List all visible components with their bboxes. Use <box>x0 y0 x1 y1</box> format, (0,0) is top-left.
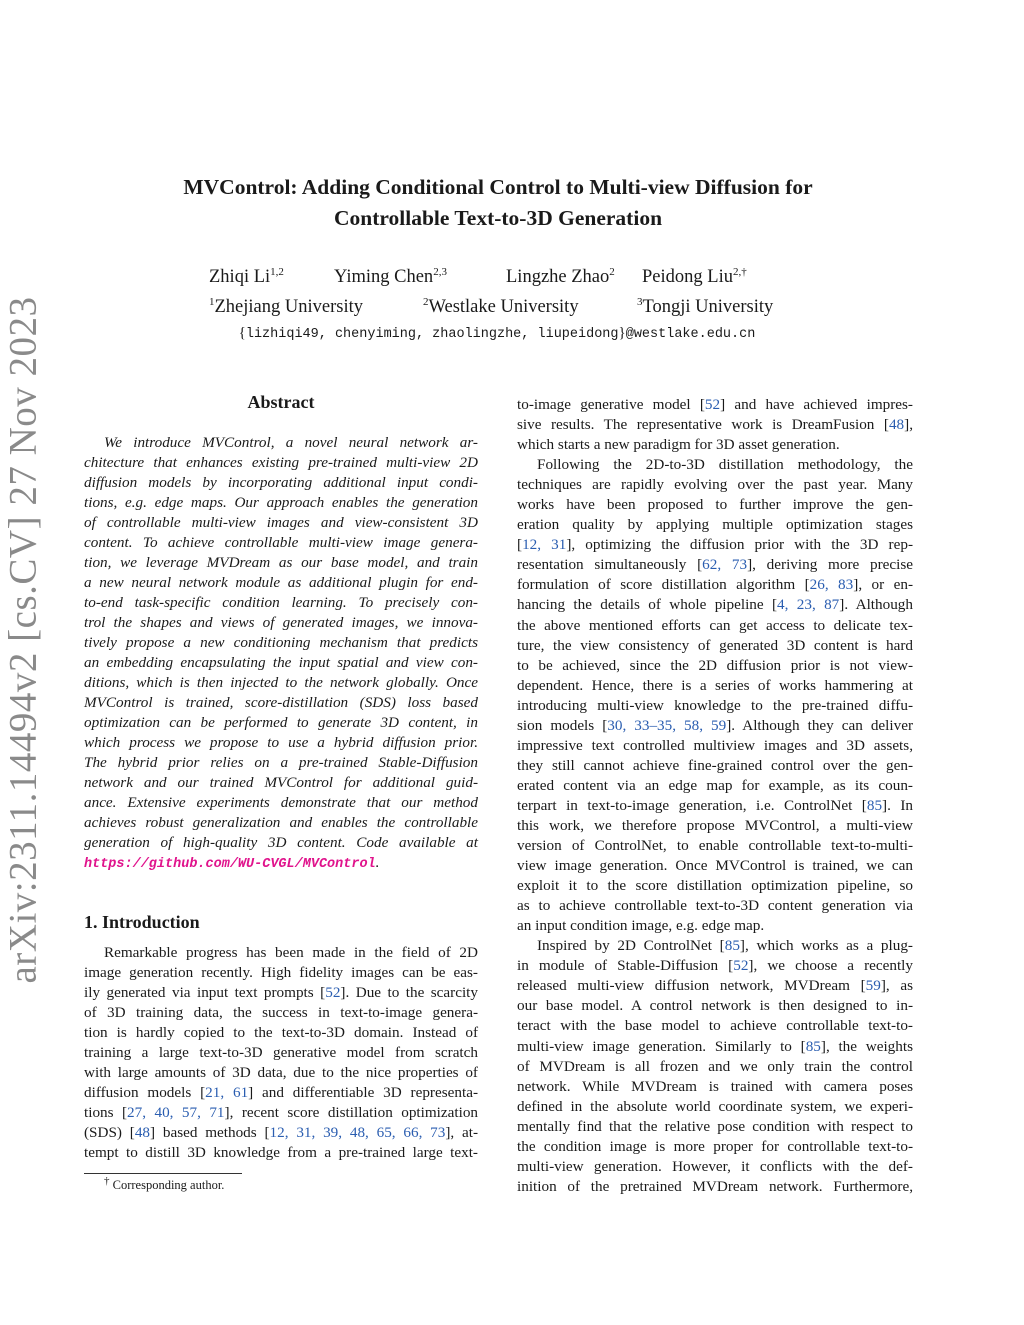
intro-right-line: eration quality by applying multiple optimization stages <box>517 516 913 534</box>
intro-right-line: inition of the pretrained MVDream network. Furthermore, <box>517 1177 913 1195</box>
abstract-line: tively propose a new conditioning mechanism that predicts <box>84 634 478 651</box>
citation-link[interactable]: 52 <box>733 957 749 975</box>
abstract-line: ance. Extensive experiments demonstrate that our method <box>84 794 478 811</box>
citation-link[interactable]: 4, 23, 87 <box>777 596 840 614</box>
intro-left-line: training a large text-to-3D generative model from scratch <box>84 1044 478 1062</box>
citation-link[interactable]: 26, 83 <box>809 576 854 594</box>
citation-link[interactable]: 59 <box>865 977 881 995</box>
intro-right-line: as to achieve controllable text-to-3D content generation via <box>517 897 913 915</box>
intro-right-line: our base model. A control network is then designed to in- <box>517 997 913 1015</box>
intro-right-line: impressive text controlled multiview images and 3D assets, <box>517 736 913 754</box>
footnote: † Corresponding author. <box>104 1174 225 1192</box>
author-4: Peidong Liu$^{2,\dagger}$ <box>642 265 747 287</box>
author-3: Lingzhe Zhao$^2$ <box>506 265 615 287</box>
citation-link[interactable]: 27, 40, 57, 71 <box>127 1104 225 1122</box>
abstract-line: optimization can be performed to generate 3D content, in <box>84 714 478 731</box>
citation-link[interactable]: 85 <box>866 796 883 814</box>
intro-left-line: tions [27, 40, 57, 71], recent score distillation optimization <box>84 1104 479 1122</box>
intro-right-line: mentally find that the relative pose condition with respect to <box>517 1117 913 1135</box>
abstract-line: diffusion models by incorporating additional input condi- <box>84 474 478 491</box>
author-emails: {lizhiqi49, chenyiming, zhaolingzhe, liupeidong}@westlake.edu.cn <box>238 325 756 342</box>
abstract-code-line: https://github.com/WU-CVGL/MVControl. <box>84 854 380 872</box>
footnote-divider <box>84 1173 242 1174</box>
title-line-1: MVControl: Adding Conditional Control to Multi-view Diffusion for <box>183 175 813 199</box>
citation-link[interactable]: 85 <box>724 937 740 955</box>
intro-right-line: the above mentioned efforts can get access to delicate tex- <box>517 616 913 634</box>
citation-link[interactable]: 48 <box>888 416 905 434</box>
intro-right-line: of MVDream is all frozen and we only train the control <box>517 1057 913 1075</box>
abstract-line: of controllable multi-view images and view-consistent 3D <box>84 514 478 531</box>
intro-right-line: multi-view generation. However, it conflicts with the def- <box>517 1157 913 1175</box>
author-1: Zhiqi Li$^{1,2}$ <box>209 265 284 287</box>
intro-right-line: multi-view image generation. Similarly to [85], the weights <box>517 1037 913 1055</box>
abstract-line: to-end task-specific condition learning. To precisely con- <box>84 594 478 611</box>
intro-right-line: to-image generative model [52] and have achieved impres- <box>517 396 913 413</box>
citation-link[interactable]: 85 <box>805 1037 821 1055</box>
intro-right-line: the condition image is more proper for controllable text-to- <box>517 1137 913 1155</box>
code-repository-link[interactable]: https://github.com/WU-CVGL/MVControl <box>84 857 376 872</box>
citation-link[interactable]: 52 <box>704 396 721 413</box>
citation-link[interactable]: 12, 31, 39, 48, 65, 66, 73 <box>269 1124 446 1142</box>
intro-right-line: defined in the absolute world coordinate system, we experi- <box>517 1097 913 1115</box>
intro-right-line: techniques are rapidly evolving over the past year. Many <box>517 476 913 494</box>
abstract-line: tion, we leverage MVDream as our base model, and train <box>84 554 478 571</box>
abstract-body <box>84 433 478 873</box>
intro-right-line: ture, the view consistency of generated 3D content is hard <box>517 636 913 654</box>
intro-right-line: introducing multi-view knowledge to the pre-trained diffu- <box>517 696 913 714</box>
abstract-line: network and our trained MVControl for additional guid- <box>84 774 478 791</box>
intro-right-line: in module of Stable-Diffusion [52], we choose a recently <box>517 957 913 975</box>
abstract-heading: Abstract <box>247 392 315 412</box>
abstract-line: a new neural network module as additional plugin for end- <box>84 574 478 591</box>
intro-left-line: of 3D training data, the success in text-to-image genera- <box>84 1004 478 1022</box>
intro-right-line: to be achieved, since the 2D diffusion prior is not view- <box>517 656 913 674</box>
intro-right-line: an input condition image, e.g. edge map. <box>517 917 765 935</box>
arxiv-stamp-text: arXiv:2311.14494v2 [cs.CV] 27 Nov 2023 <box>1 296 45 984</box>
citation-link[interactable]: 12, 31 <box>522 536 567 554</box>
introduction-right-column <box>517 395 913 1197</box>
intro-right-line: view image generation. Once MVControl is trained, we can <box>517 857 913 875</box>
intro-left-line: (SDS) [48] based methods [12, 31, 39, 48, 65, 66, 73], at- <box>84 1124 479 1142</box>
abstract-line: The hybrid prior relies on a pre-trained Stable-Diffusion <box>84 754 478 771</box>
intro-right-line: Inspired by 2D ControlNet [85], which works as a plug- <box>537 937 913 955</box>
intro-right-line: teract with the base model to achieve controllable text-to- <box>517 1017 913 1035</box>
intro-right-line: released multi-view diffusion network, MVDream [59], as <box>517 977 914 995</box>
intro-right-line: sive results. The representative work is DreamFusion [48], <box>517 416 913 434</box>
abstract-line: trol the shapes and views of generated images, we innova- <box>84 614 478 631</box>
affiliation-3: $^3$Tongji University <box>637 295 774 317</box>
intro-right-line: network. While MVDream is trained with camera poses <box>517 1077 913 1095</box>
citation-link[interactable]: 48 <box>134 1124 151 1142</box>
citation-link[interactable]: 62, 73 <box>702 556 748 574</box>
citation-link[interactable]: 30, 33–35, 58, 59 <box>607 716 727 734</box>
intro-left-line: diffusion models [21, 61] and differentiable 3D representa- <box>84 1084 478 1102</box>
abstract-line: which process we propose to use a hybrid diffusion prior. <box>84 734 478 751</box>
intro-right-line: terpart in text-to-image generation, i.e. ControlNet [85]. In <box>517 796 913 814</box>
affiliation-1: $^1$Zhejiang University <box>209 295 363 317</box>
intro-left-line: with large amounts of 3D data, due to the nice properties of <box>84 1064 478 1082</box>
intro-right-line: works have been proposed to further improve the gen- <box>517 496 913 514</box>
intro-right-line: sion models [30, 33–35, 58, 59]. Although they can deliver <box>517 716 913 734</box>
intro-left-line: image generation recently. High fidelity images can be eas- <box>84 964 478 982</box>
intro-right-line: Following the 2D-to-3D distillation methodology, the <box>537 456 913 474</box>
intro-right-line: erated content via an edge map for example, as its coun- <box>517 776 913 794</box>
abstract-line: chitecture that enhances existing pre-trained multi-view 2D <box>84 454 478 471</box>
intro-left-line: Remarkable progress has been made in the field of 2D <box>104 944 478 961</box>
citation-link[interactable]: 21, 61 <box>205 1084 249 1102</box>
intro-right-line: resentation simultaneously [62, 73], deriving more precise <box>517 556 914 574</box>
affiliation-2: $^2$Westlake University <box>423 295 579 317</box>
intro-left-line: ily generated via input text prompts [52]. Due to the scarcity <box>84 984 478 1002</box>
section-heading-introduction: 1. Introduction <box>84 912 200 932</box>
title-line-2: Controllable Text-to-3D Generation <box>333 206 663 230</box>
intro-left-line: tempt to distill 3D knowledge from a pre-trained large text- <box>84 1144 478 1162</box>
abstract-line: ditions, which is then injected to the network globally. Once <box>84 674 478 691</box>
abstract-line: MVControl is trained, score-distillation (SDS) loss based <box>84 694 478 711</box>
abstract-line: tions, e.g. edge maps. Our approach enables the generation <box>84 494 478 511</box>
intro-right-line: version of ControlNet, to enable controllable text-to-multi- <box>517 837 913 855</box>
citation-link[interactable]: 52 <box>325 984 341 1002</box>
intro-right-line: formulation of score distillation algorithm [26, 83], or en- <box>517 576 914 594</box>
intro-right-line: this work, we therefore propose MVControl, a multi-view <box>517 816 913 834</box>
intro-right-line: dependent. Hence, there is a series of works hammering at <box>517 676 913 694</box>
intro-right-line: exploit it to the score distillation optimization pipeline, so <box>517 877 913 895</box>
intro-right-line: [12, 31], optimizing the diffusion prior with the 3D rep- <box>517 536 914 554</box>
abstract-line: achieves robust generalization and enables the controllable <box>84 814 478 831</box>
abstract-line: content. To achieve controllable multi-view image genera- <box>84 534 478 551</box>
intro-right-line: hancing the details of whole pipeline [4, 23, 87]. Although <box>517 596 913 614</box>
intro-right-line: they still cannot achieve fine-grained control over the gen- <box>517 756 913 774</box>
abstract-line: an embedding encapsulating the input spatial and view con- <box>84 654 478 671</box>
abstract-line: generation of high-quality 3D content. Code available at <box>84 834 478 851</box>
abstract-line: We introduce MVControl, a novel neural network ar- <box>104 434 478 451</box>
introduction-left-column <box>84 943 478 1164</box>
intro-left-line: tion is hardly copied to the text-to-3D domain. Instead of <box>84 1024 478 1042</box>
author-2: Yiming Chen$^{2,3}$ <box>334 265 447 287</box>
paper-title <box>100 172 896 234</box>
intro-right-line: which starts a new paradigm for 3D asset generation. <box>517 436 840 454</box>
